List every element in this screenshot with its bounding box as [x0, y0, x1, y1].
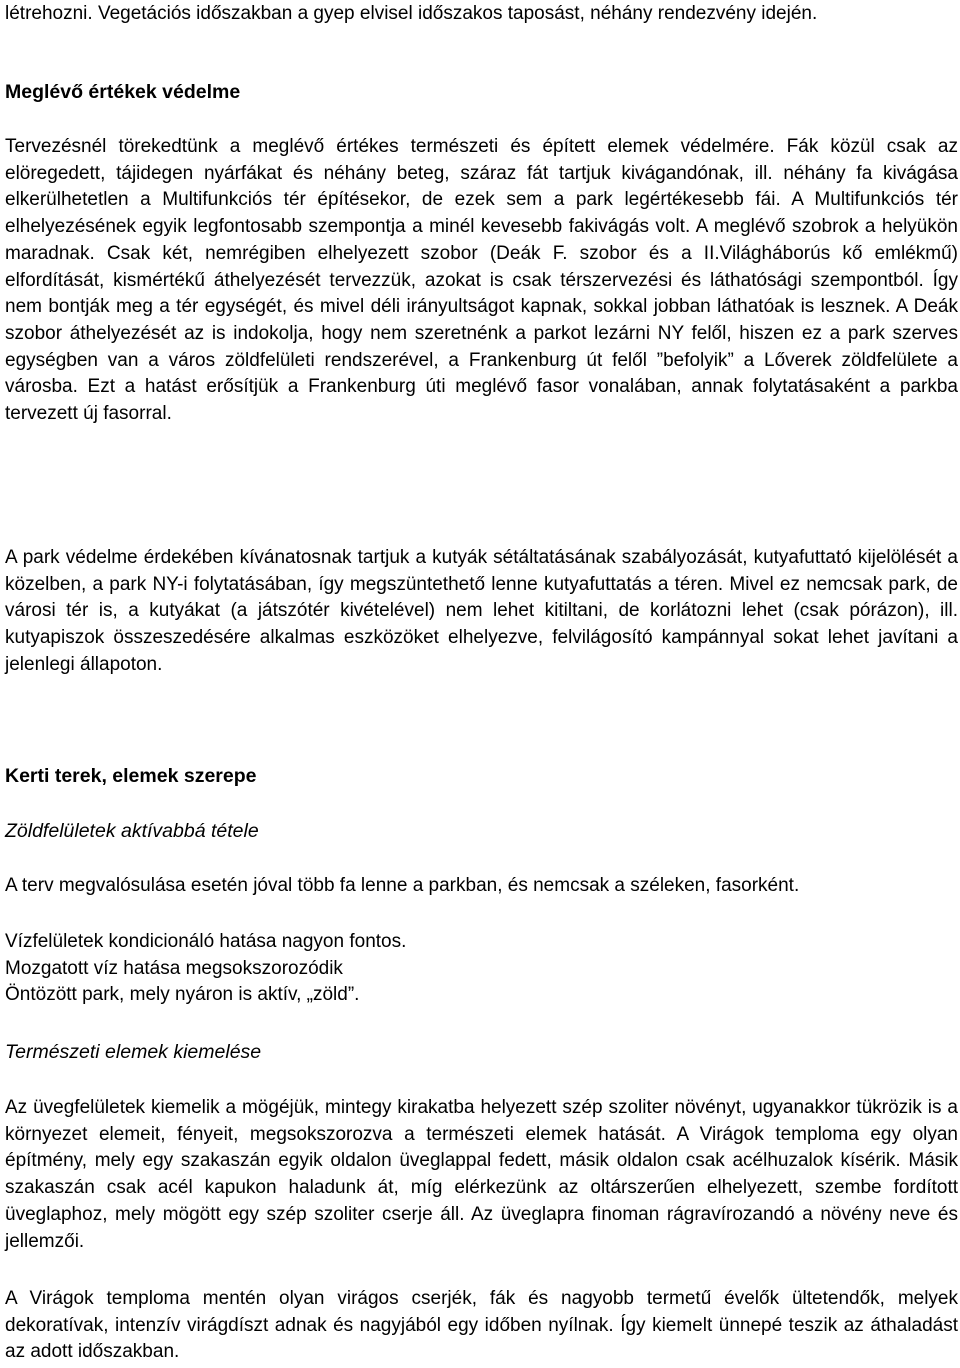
subheading-zoldfeluletek: Zöldfelületek aktívabbá tétele — [5, 820, 259, 842]
line-ontozott-park: Öntözött park, mely nyáron is aktív, „zöld”. — [5, 984, 360, 1006]
paragraph-kutyak: A park védelme érdekében kívánatosnak tartjuk a kutyák sétáltatásának szabályozását, kutyafuttató kijelölését a közelben, a park NY-i folytatásában, így megszüntethető lenne kutyafuttatás a téren. Mivel ez nemcsak park, de városi tér is, a kutyákat (a játszótér kivételével) nem lehet kitiltani, de korlátozni lehet (csak pórázon), ill. kutyapiszok összeszedésére alkalmas eszközöket elhelyezve, felvilágosító kampánnyal sokat lehet javítani a jelenlegi állapoton. — [5, 547, 958, 675]
paragraph-terv-megvalosulasa: A terv megvalósulása esetén jóval több fa lenne a parkban, és nemcsak a széleken, fasorként. — [5, 875, 800, 896]
paragraph-uvegfeluletek: Az üvegfelületek kiemelik a mögéjük, mintegy kirakatba helyezett szép szoliter növényt, ugyanakkor tükrözik is a környezet elemeit, fényeit, megsokszorozva a természeti elemek hatását. A Virágok temploma egy olyan építmény, mely egy szakaszán egyik oldalon üveglappal fedett, másik oldalon csak acélhuzalok kísérik. Másik szakaszán csak acél kapukon haladunk át, míg elérkezünk az oltárszerűen elhelyezett, szembe fordított üveglaphoz, mely mögött egy szép szoliter cserje áll. Az üveglapra finoman rágravírozandó a növény neve és jellemzői. — [5, 1097, 958, 1252]
section-heading-kerti-terek: Kerti terek, elemek szerepe — [5, 765, 257, 787]
line-vizfeluletek: Vízfelületek kondicionáló hatása nagyon fontos. — [5, 931, 407, 952]
vizfelulet-lines — [5, 929, 406, 1009]
section-heading-meglevo-ertekek: Meglévő értékek védelme — [5, 81, 241, 103]
subheading-termeszeti-elemek: Természeti elemek kiemelése — [5, 1041, 262, 1063]
paragraph-viragok-temploma: A Virágok temploma mentén olyan virágos cserjék, fák és nagyobb termetű évelők ültetendők, melyek dekoratívak, intenzív virágdíszt adnak és nagyjából egy időben nyílnak. Így kiemelt ünnepé teszik az áthaladást az adott időszakban. — [5, 1288, 958, 1363]
intro-paragraph-end: létrehozni. Vegetációs időszakban a gyep elvisel időszakos taposást, néhány rendezvény idején. — [5, 3, 818, 24]
line-mozgatott-viz: Mozgatott víz hatása megsokszorozódik — [5, 957, 343, 979]
paragraph-ertekek-vedelme: Tervezésnél törekedtünk a meglévő értékes természeti és épített elemek védelmére. Fák közül csak az elöregedett, tájidegen nyárfákat és néhány beteg, száraz fát tartjuk kivágandónak, ill. néhány fa kivágása elkerülhetetlen a Multifunkciós tér építésekor, de ezek sem a park legértékesebb fái. A Multifunkciós tér elhelyezésének egyik legfontosabb szempontja a minél kevesebb fakivágás volt. A meglévő szobrok a helyükön maradnak. Csak két, nemrégiben elhelyezett szobor (Deák F. szobor és a II.Világháborús kő emlékmű) elfordítását, kismértékű áthelyezését tervezzük, azokat is csak térszervezési és láthatósági szempontból. Így nem bontják meg a tér egységét, és mivel déli irányultságot kapnak, sokkal jobban láthatóak is lesznek. A Deák szobor áthelyezését az is indokolja, hogy nem szeretnénk a parkot lezárni NY felől, hiszen ez a park szerves egységben van a város zöldfelületi rendszerével, a Frankenburg út felől ”befolyik” a Lőverek zöldfelülete a városba. Ezt a hatást erősítjük a Frankenburg úti meglévő fasor vonalában, annak folytatásaként a parkba tervezett új fasorral. — [5, 136, 958, 425]
